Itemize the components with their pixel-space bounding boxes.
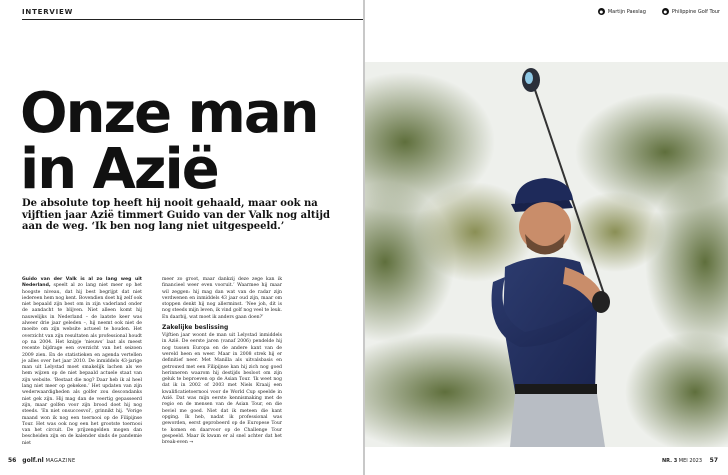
- folio-right: [662, 457, 718, 464]
- body-column-1: [22, 277, 142, 447]
- subheading: Zakelijke beslissing: [162, 324, 229, 332]
- page-number-left: 56: [8, 457, 17, 464]
- column-1-text: speelt al zo lang niet meer op het hoogste niveau, dat hij best begrijpt dat niet iedereen hem nog kent. Bovendien doet hij zelf ook niet bepaald zijn best om in zijn vaderland onder de aandacht te blijven. Niet alleen komt hij nauwelijks in Nederland – de laatste keer was alweer drie jaar geleden –, hij neemt ook niet de moeite om zijn website actueel te houden. Het overzicht van zijn resultaten als professional houdt op na 2004. Het knipje ‘nieuws’ laat als meest recente bijdrage een overzicht van het seizoen 2009 zien. En de statistieken en agenda vertellen je alles over het jaar 2010. De inmiddels 43-jarige man uit Lelystad moet smakelijk lachen als we hem wijzen op de niet bepaald actuele staat van zijn website. ‘Bestaat die nog? Daar heb ik al heel lang niet meer op gekeken.’ Het updaten van zijn wederwaardigheden als golfer zou descondanks niet gek zijn. Hij mag dan de veertig gepasseerd zijn, maar golfen voor zijn brood doet hij nog steeds. ‘En niet onsuccesvol’, grinnikt hij. ‘Vorige maand won ik nog een toernooi op de Filipijnse Tour. Het was ook nog een het grootste toernooi van het circuit. De prijzengelden mogen dan bescheiden zijn en de kalender sinds de pandemie niet: [22, 283, 142, 446]
- body-column-2: [162, 277, 282, 446]
- header-rule: [22, 19, 363, 20]
- left-page: [0, 0, 363, 475]
- camera-icon: ●: [663, 9, 668, 14]
- folio-left: [8, 457, 76, 464]
- column-2-text-2: Vijftien jaar woont de man uit Lelystad inmiddels in Azië. De eerste jaren (vanaf 2006) pendelde hij nog tussen Europa en de andere kant van de wereld heen en weer. Maar in 2008 strek hij er definitief neer. Met Manilla als uitvalsbasis en getrouwd met een Filipijnse kan hij zich nog goed herinneren waarom hij destijds besloot om zijn geluk te beproeven op de Asian Tour. ‘Ik weet nog dat ik in 2002 of 2003 met Niels Kraaij een kwalificatietoernooi voor de World Cup speelde in Azië. Dat was mijn eerste kennismaking met de regio en de mensen van de Asian Tour, en die beviel me goed. Niet dat ik meteen die kant opging. Ik heb, nadat ik professional was geworden, eerst geprobeerd op de Europese Tour te komen en daarvoor op de Challenge Tour gespeeld. Maar ik kwam er al snel achter dat het break-even: [162, 333, 282, 446]
- issue-number: NR. 3: [661, 458, 678, 464]
- credit-2: [662, 8, 720, 15]
- column-2-text-1: meer zo groot, maar dankzij deze zege kan ik financieel weer even vooruit.’ Waarmee hij maar wil zeggen: hij mag dan wat van de radar zijn verdwenen en inmiddels 43 jaar oud zijn, maar om stoppen denkt hij nog allerminst. ‘Nee joh, dit is nog steeds mijn leven, ik vind golf nog veel te leuk. En daarbij, wat moet ik anders gaan doen?’: [162, 277, 282, 320]
- headline: [20, 81, 318, 202]
- credit-2-text: Philippine Golf Tour: [671, 8, 720, 15]
- golfer-illustration: [365, 62, 728, 447]
- continue-arrow-icon: →: [189, 440, 194, 446]
- lead-in: Guido van der Valk is al zo lang weg uit Nederland,: [22, 277, 142, 289]
- credit-1-text: Martijn Paeslag: [607, 8, 646, 15]
- column-2-paragraph: [162, 333, 282, 446]
- brand-name: golf.nl: [22, 457, 44, 464]
- brand-subtitle: MAGAZINE: [45, 458, 76, 464]
- headline-line-1: Onze man: [20, 81, 318, 146]
- section-label: INTERVIEW: [22, 8, 74, 16]
- page-number-right: 57: [709, 457, 718, 464]
- issue-date: MEI 2023: [678, 458, 703, 464]
- column-1-paragraph: [22, 277, 142, 447]
- photo-credits: [598, 8, 720, 15]
- intro-text: De absolute top heeft hij nooit gehaald, maar ook na vijftien jaar Azië timmert Guido van der Valk nog altijd aan de weg. ‘Ik ben nog lang niet uitgespeeld.’: [22, 198, 330, 232]
- golfer-photo: [365, 62, 728, 447]
- camera-icon: ●: [599, 9, 604, 14]
- credit-1: [598, 8, 646, 15]
- right-page: [365, 0, 728, 475]
- headline-line-2: in Azië: [20, 137, 218, 202]
